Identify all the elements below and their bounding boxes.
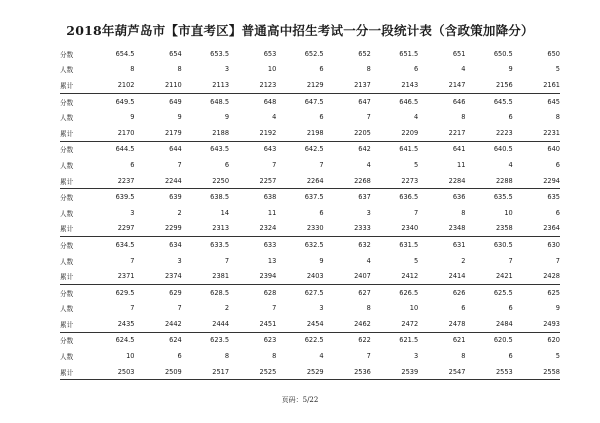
table-cell: 2284 [448, 176, 466, 185]
table-cell: 6 [319, 65, 324, 74]
table-cell: 2299 [164, 224, 182, 233]
table-cell: 2478 [448, 319, 466, 328]
table-cell: 622.5 [304, 336, 324, 345]
table-cell: 6 [319, 113, 324, 122]
table-cell: 2407 [354, 272, 371, 281]
table-row [60, 109, 560, 125]
table-cell: 2435 [117, 319, 135, 328]
table-cell: 6 [224, 160, 230, 169]
table-cell: 7 [130, 256, 135, 265]
table-cell: 8 [177, 65, 182, 74]
table-cell: 6 [508, 304, 513, 313]
table-cell: 653.5 [210, 49, 230, 58]
table-cell: 652 [358, 49, 371, 58]
table-cell: 9 [130, 113, 135, 122]
table-cell: 2313 [212, 224, 230, 233]
table-cell: 2273 [401, 176, 419, 185]
table-cell: 642 [358, 145, 371, 154]
table-cell: 620 [547, 336, 560, 345]
table-cell: 8 [366, 304, 371, 313]
table-cell: 4 [413, 113, 419, 122]
table-cell: 2553 [495, 367, 513, 376]
table-cell: 7 [555, 256, 560, 265]
table-cell: 2539 [401, 367, 419, 376]
table-cell: 2110 [164, 80, 182, 89]
table-cell: 2412 [401, 272, 419, 281]
table-cell: 637.5 [304, 193, 324, 202]
table-cell: 637 [358, 193, 371, 202]
table-cell: 2231 [543, 128, 560, 137]
table-cell: 6 [508, 352, 513, 361]
table-cell: 2223 [495, 128, 513, 137]
table-row [60, 253, 560, 269]
table-row [60, 94, 560, 110]
table-cell: 6 [508, 113, 513, 122]
table-cell: 628.5 [210, 288, 230, 297]
table-cell: 635 [547, 193, 560, 202]
row-label: 分数 [60, 337, 74, 346]
table-cell: 2462 [354, 319, 371, 328]
table-cell: 643.5 [210, 145, 230, 154]
table-cell: 633 [263, 240, 277, 249]
table-cell: 4 [319, 352, 324, 361]
table-row [60, 173, 560, 189]
table-row [60, 157, 560, 173]
table-cell: 624 [169, 336, 182, 345]
table-cell: 623.5 [210, 336, 230, 345]
table-cell: 629.5 [115, 288, 135, 297]
table-cell: 7 [272, 304, 277, 313]
table-cell: 9 [319, 256, 324, 265]
table-cell: 2381 [212, 272, 230, 281]
table-row [60, 46, 560, 62]
table-cell: 8 [461, 208, 466, 217]
table-cell: 634.5 [115, 240, 135, 249]
table-block [60, 94, 560, 142]
table-block [60, 142, 560, 190]
row-label: 分数 [60, 146, 74, 155]
table-cell: 2123 [259, 80, 277, 89]
table-cell: 632 [358, 240, 371, 249]
table-row [60, 125, 560, 141]
table-cell: 5 [555, 65, 560, 74]
table-cell: 2414 [448, 272, 466, 281]
table-cell: 634 [169, 240, 182, 249]
table-cell: 7 [272, 160, 277, 169]
table-cell: 642.5 [304, 145, 324, 154]
table-cell: 10 [267, 65, 277, 74]
table-cell: 629 [169, 288, 182, 297]
table-row [60, 268, 560, 284]
table-row [60, 348, 560, 364]
table-cell: 641 [452, 145, 466, 154]
table-cell: 4 [461, 65, 466, 74]
table-cell: 654 [169, 49, 182, 58]
table-cell: 2147 [448, 80, 466, 89]
table-cell: 620.5 [493, 336, 513, 345]
table-row [60, 333, 560, 349]
table-cell: 7 [413, 208, 419, 217]
table-cell: 2371 [117, 272, 135, 281]
table-cell: 2188 [212, 128, 230, 137]
table-cell: 646.5 [399, 97, 419, 106]
table-cell: 2297 [117, 224, 135, 233]
table-cell: 2250 [212, 176, 230, 185]
table-cell: 2137 [354, 80, 371, 89]
table-cell: 627 [358, 288, 371, 297]
table-cell: 4 [366, 256, 371, 265]
row-label: 累计 [60, 320, 74, 329]
table-cell: 2374 [164, 272, 182, 281]
table-cell: 2525 [259, 367, 277, 376]
row-label: 累计 [60, 177, 74, 186]
table-cell: 2 [177, 208, 182, 217]
table-cell: 651 [452, 49, 466, 58]
table-cell: 636 [452, 193, 466, 202]
table-cell: 3 [366, 208, 371, 217]
row-label: 累计 [60, 81, 74, 90]
table-cell: 5 [413, 160, 419, 169]
table-cell: 2421 [495, 272, 513, 281]
table-cell: 7 [366, 113, 371, 122]
table-cell: 2358 [495, 224, 513, 233]
row-label: 人数 [60, 114, 74, 123]
row-label: 累计 [60, 225, 74, 234]
table-cell: 2205 [354, 128, 371, 137]
table-cell: 2 [224, 304, 230, 313]
table-cell: 11 [267, 208, 277, 217]
table-row [60, 316, 560, 332]
table-cell: 622 [358, 336, 371, 345]
row-label: 人数 [60, 257, 74, 266]
table-cell: 13 [267, 256, 277, 265]
table-block [60, 189, 560, 237]
table-cell: 652.5 [304, 49, 324, 58]
table-cell: 2170 [117, 128, 135, 137]
table-row [60, 77, 560, 93]
score-distribution-table [60, 46, 560, 380]
table-cell: 2451 [259, 319, 277, 328]
table-cell: 650 [547, 49, 560, 58]
row-label: 分数 [60, 194, 74, 203]
table-cell: 647.5 [304, 97, 324, 106]
table-cell: 630 [547, 240, 560, 249]
table-cell: 6 [130, 160, 135, 169]
table-cell: 635.5 [493, 193, 513, 202]
table-cell: 2143 [401, 80, 419, 89]
table-cell: 8 [272, 352, 277, 361]
row-label: 累计 [60, 273, 74, 282]
table-cell: 2244 [164, 176, 182, 185]
table-cell: 11 [457, 160, 466, 169]
table-cell: 2237 [117, 176, 135, 185]
table-cell: 9 [177, 113, 182, 122]
table-cell: 7 [319, 160, 324, 169]
table-block [60, 237, 560, 285]
table-cell: 2333 [354, 224, 371, 233]
row-label: 人数 [60, 305, 74, 314]
table-cell: 7 [224, 256, 230, 265]
table-cell: 636.5 [399, 193, 419, 202]
table-cell: 2444 [212, 319, 230, 328]
table-cell: 644.5 [115, 145, 135, 154]
table-cell: 640.5 [493, 145, 513, 154]
table-cell: 621 [452, 336, 466, 345]
table-cell: 6 [319, 208, 324, 217]
table-cell: 2268 [354, 176, 371, 185]
row-label: 累计 [60, 129, 74, 138]
table-cell: 10 [126, 352, 135, 361]
table-row [60, 237, 560, 253]
table-cell: 2161 [543, 80, 560, 89]
row-label: 分数 [60, 289, 74, 298]
table-cell: 7 [177, 160, 182, 169]
row-label: 分数 [60, 241, 74, 250]
table-cell: 2484 [495, 319, 513, 328]
table-cell: 3 [413, 352, 419, 361]
table-cell: 2403 [306, 272, 324, 281]
table-cell: 9 [555, 304, 560, 313]
table-block [60, 46, 560, 94]
table-cell: 625 [547, 288, 560, 297]
table-cell: 647 [358, 97, 371, 106]
table-row [60, 62, 560, 78]
page-title: 2018年葫芦岛市【市直考区】普通高中招生考试一分一段统计表（含政策加降分） [66, 23, 534, 38]
table-cell: 6 [555, 208, 560, 217]
table-cell: 8 [130, 65, 135, 74]
table-cell: 3 [177, 256, 182, 265]
table-cell: 9 [508, 65, 513, 74]
table-cell: 639.5 [115, 193, 135, 202]
table-cell: 2428 [543, 272, 560, 281]
table-cell: 648 [263, 97, 277, 106]
table-cell: 626 [452, 288, 466, 297]
table-cell: 2547 [448, 367, 466, 376]
table-cell: 2257 [259, 176, 277, 185]
table-cell: 2264 [306, 176, 324, 185]
table-cell: 2330 [306, 224, 324, 233]
table-cell: 7 [130, 304, 135, 313]
table-cell: 2294 [543, 176, 560, 185]
table-cell: 2209 [401, 128, 419, 137]
table-cell: 8 [555, 113, 560, 122]
table-cell: 7 [366, 352, 371, 361]
table-cell: 14 [220, 208, 230, 217]
table-row [60, 285, 560, 301]
table-cell: 2529 [306, 367, 324, 376]
table-cell: 4 [508, 160, 513, 169]
table-cell: 631 [452, 240, 466, 249]
table-cell: 2558 [543, 367, 560, 376]
table-cell: 653 [263, 49, 277, 58]
row-label: 人数 [60, 161, 74, 170]
table-cell: 638.5 [210, 193, 230, 202]
table-cell: 639 [169, 193, 182, 202]
table-cell: 650.5 [493, 49, 513, 58]
table-cell: 7 [508, 256, 513, 265]
row-label: 分数 [60, 50, 74, 59]
table-cell: 631.5 [399, 240, 419, 249]
table-cell: 6 [413, 65, 419, 74]
table-cell: 5 [555, 352, 560, 361]
table-cell: 2324 [259, 224, 277, 233]
table-cell: 2192 [259, 128, 277, 137]
page-footer: 页码：5/22 [281, 396, 319, 404]
row-label: 累计 [60, 368, 74, 377]
table-row [60, 205, 560, 221]
table-cell: 3 [130, 208, 135, 217]
table-cell: 627.5 [304, 288, 324, 297]
table-cell: 628 [263, 288, 277, 297]
table-cell: 2394 [259, 272, 277, 281]
row-label: 人数 [60, 353, 74, 362]
table-cell: 10 [504, 208, 513, 217]
table-row [60, 189, 560, 205]
table-cell: 2493 [543, 319, 560, 328]
table-cell: 626.5 [399, 288, 419, 297]
table-cell: 3 [319, 304, 324, 313]
table-cell: 640 [547, 145, 560, 154]
table-cell: 8 [224, 352, 230, 361]
table-cell: 2517 [212, 367, 230, 376]
table-cell: 6 [177, 352, 182, 361]
table-row [60, 221, 560, 237]
table-cell: 646 [452, 97, 466, 106]
table-cell: 624.5 [115, 336, 135, 345]
table-cell: 2364 [543, 224, 560, 233]
table-cell: 10 [409, 304, 419, 313]
table-cell: 630.5 [493, 240, 513, 249]
row-label: 人数 [60, 66, 74, 75]
table-cell: 625.5 [493, 288, 513, 297]
table-cell: 4 [272, 113, 277, 122]
table-cell: 645 [547, 97, 560, 106]
table-cell: 8 [461, 113, 466, 122]
table-cell: 641.5 [399, 145, 419, 154]
table-cell: 2179 [164, 128, 182, 137]
table-cell: 2198 [306, 128, 324, 137]
table-cell: 651.5 [399, 49, 419, 58]
table-cell: 645.5 [493, 97, 513, 106]
row-label: 分数 [60, 98, 74, 107]
table-cell: 2129 [306, 80, 324, 89]
table-cell: 643 [263, 145, 277, 154]
table-row [60, 301, 560, 317]
table-cell: 5 [413, 256, 419, 265]
table-row [60, 142, 560, 158]
table-cell: 2288 [495, 176, 513, 185]
table-cell: 8 [461, 352, 466, 361]
table-cell: 649.5 [115, 97, 135, 106]
table-cell: 2472 [401, 319, 419, 328]
table-block [60, 333, 560, 381]
table-cell: 2217 [448, 128, 466, 137]
table-cell: 2454 [306, 319, 324, 328]
table-cell: 2442 [164, 319, 182, 328]
row-label: 人数 [60, 209, 74, 218]
table-cell: 632.5 [304, 240, 324, 249]
table-cell: 621.5 [399, 336, 419, 345]
table-row [60, 364, 560, 380]
table-cell: 644 [169, 145, 182, 154]
table-cell: 654.5 [115, 49, 135, 58]
table-cell: 633.5 [210, 240, 230, 249]
table-block [60, 285, 560, 333]
table-cell: 7 [177, 304, 182, 313]
table-cell: 638 [263, 193, 277, 202]
table-cell: 9 [224, 113, 230, 122]
table-cell: 649 [169, 97, 182, 106]
table-cell: 6 [461, 304, 466, 313]
table-cell: 8 [366, 65, 371, 74]
table-cell: 623 [263, 336, 277, 345]
table-cell: 4 [366, 160, 371, 169]
table-cell: 648.5 [210, 97, 230, 106]
table-cell: 3 [224, 65, 230, 74]
table-cell: 2340 [401, 224, 419, 233]
table-cell: 2348 [448, 224, 466, 233]
table-cell: 2536 [354, 367, 371, 376]
table-cell: 2102 [117, 80, 135, 89]
table-cell: 2113 [212, 80, 230, 89]
table-cell: 2503 [117, 367, 135, 376]
table-cell: 6 [555, 160, 560, 169]
table-cell: 2509 [164, 367, 182, 376]
table-cell: 2 [461, 256, 466, 265]
table-cell: 2156 [495, 80, 513, 89]
